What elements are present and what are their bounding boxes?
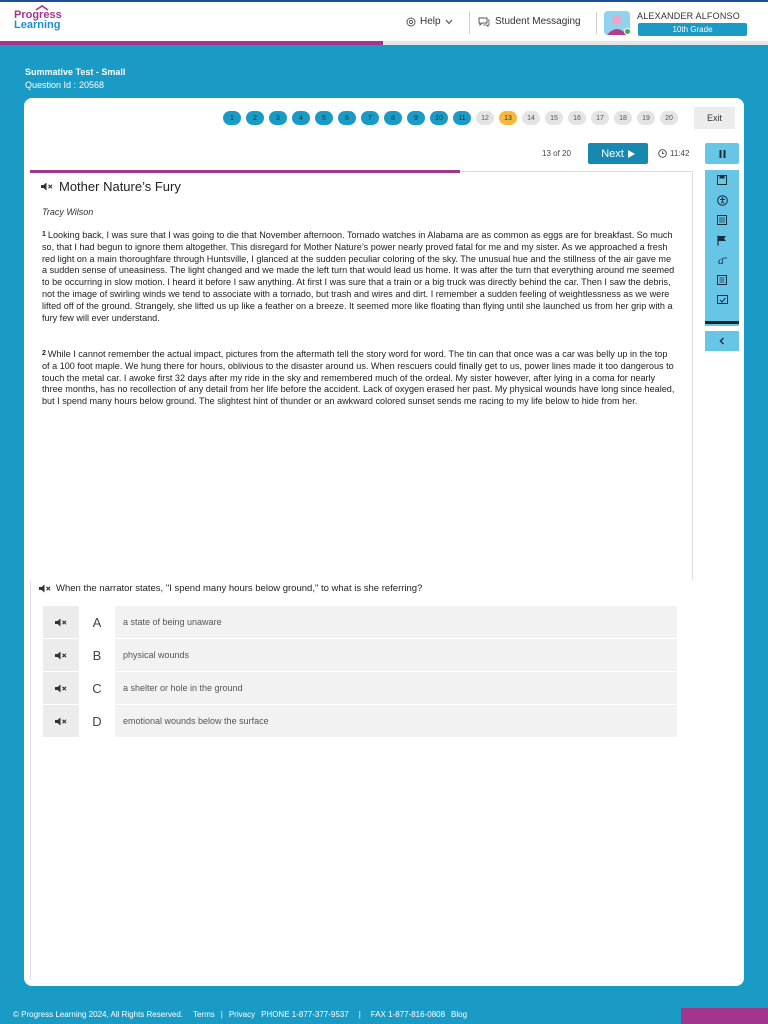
collapse-tools-button[interactable] bbox=[705, 331, 739, 351]
toolbar-scroll-indicator bbox=[705, 321, 739, 324]
text-style-tool[interactable] bbox=[716, 254, 728, 266]
pause-button[interactable] bbox=[705, 143, 739, 164]
test-title: Summative Test - Small bbox=[25, 67, 126, 77]
passage-paragraph bbox=[42, 348, 677, 408]
top-header bbox=[0, 0, 768, 42]
question-row bbox=[39, 583, 422, 594]
next-label: Next bbox=[601, 147, 624, 160]
answer-audio-button[interactable] bbox=[43, 705, 79, 737]
exit-button[interactable]: Exit bbox=[694, 107, 735, 129]
question-text: When the narrator states, "I spend many hours below ground," to what is she referring? bbox=[56, 583, 423, 594]
student-messaging-label: Student Messaging bbox=[495, 16, 581, 27]
grade-badge: 10th Grade bbox=[638, 23, 747, 36]
play-arrow-icon bbox=[628, 150, 635, 158]
answer-text: a shelter or hole in the ground bbox=[123, 683, 243, 693]
header-progress-bar bbox=[0, 41, 383, 45]
answer-letter: A bbox=[79, 606, 115, 638]
question-nav-7[interactable]: 7 bbox=[361, 111, 379, 125]
speaker-mute-icon[interactable] bbox=[39, 584, 51, 593]
footer-separator: | bbox=[358, 1010, 361, 1019]
answer-text: a state of being unaware bbox=[123, 617, 222, 627]
question-nav-13[interactable]: 13 bbox=[499, 111, 517, 125]
help-menu[interactable] bbox=[406, 16, 453, 27]
passage-paragraph bbox=[42, 229, 677, 324]
footer-privacy-link[interactable]: Privacy bbox=[228, 1010, 256, 1019]
save-icon bbox=[717, 175, 727, 185]
logo-mark-icon bbox=[35, 5, 49, 11]
passage-scroll-progress bbox=[30, 170, 460, 173]
chevron-down-icon bbox=[445, 19, 453, 25]
question-nav-11[interactable]: 11 bbox=[453, 111, 471, 125]
chevron-left-icon bbox=[719, 337, 725, 345]
answer-audio-button[interactable] bbox=[43, 672, 79, 704]
answer-option-c[interactable] bbox=[43, 672, 677, 704]
question-nav-9[interactable]: 9 bbox=[407, 111, 425, 125]
footer bbox=[13, 1010, 467, 1019]
question-id-label: Question Id : bbox=[25, 80, 77, 90]
online-status-dot bbox=[624, 28, 631, 35]
header-divider bbox=[469, 12, 470, 34]
save-tool[interactable] bbox=[716, 174, 728, 186]
question-nav-18[interactable]: 18 bbox=[614, 111, 632, 125]
notepad-icon bbox=[717, 215, 727, 225]
header-divider bbox=[596, 12, 597, 34]
footer-separator: | bbox=[220, 1010, 223, 1019]
flag-tool[interactable] bbox=[716, 234, 728, 246]
calculator-tool[interactable] bbox=[716, 274, 728, 286]
note-add-icon bbox=[717, 295, 728, 305]
calculator-icon bbox=[717, 275, 727, 285]
answer-option-b[interactable] bbox=[43, 639, 677, 671]
question-id bbox=[25, 80, 104, 90]
tool-sidebar bbox=[705, 170, 739, 326]
question-nav-8[interactable]: 8 bbox=[384, 111, 402, 125]
help-label: Help bbox=[420, 16, 441, 27]
user-name[interactable]: ALEXANDER ALFONSO bbox=[637, 11, 740, 21]
passage-title-row bbox=[41, 179, 181, 194]
text-style-icon bbox=[717, 255, 728, 266]
logo-line-2: Learning bbox=[14, 19, 61, 31]
notepad-tool[interactable] bbox=[716, 214, 728, 226]
speaker-mute-icon bbox=[55, 717, 67, 726]
footer-terms-link[interactable]: Terms bbox=[192, 1010, 215, 1019]
answer-letter: B bbox=[79, 639, 115, 671]
question-nav-5[interactable]: 5 bbox=[315, 111, 333, 125]
svg-text:a: a bbox=[717, 255, 724, 266]
question-navigator bbox=[223, 111, 678, 125]
logo-line-1: Progress bbox=[14, 9, 62, 21]
progress-learning-logo[interactable] bbox=[14, 10, 62, 30]
question-counter: 13 of 20 bbox=[542, 149, 571, 158]
question-nav-19[interactable]: 19 bbox=[637, 111, 655, 125]
footer-phone: PHONE 1-877-377-9537 bbox=[261, 1010, 349, 1019]
speaker-mute-icon bbox=[55, 618, 67, 627]
answer-option-a[interactable] bbox=[43, 606, 677, 638]
flag-icon bbox=[717, 235, 727, 246]
timer bbox=[658, 149, 689, 158]
question-nav-10[interactable]: 10 bbox=[430, 111, 448, 125]
question-nav-4[interactable]: 4 bbox=[292, 111, 310, 125]
footer-fax: FAX 1-877-816-0808 bbox=[370, 1010, 446, 1019]
question-nav-12[interactable]: 12 bbox=[476, 111, 494, 125]
speaker-mute-icon bbox=[55, 651, 67, 660]
passage-author: Tracy Wilson bbox=[42, 207, 94, 217]
passage-title: Mother Nature’s Fury bbox=[59, 179, 181, 194]
passage-right-border bbox=[692, 172, 693, 580]
answer-choices bbox=[43, 606, 677, 738]
chat-icon bbox=[478, 17, 490, 27]
pause-icon bbox=[719, 150, 726, 158]
footer-accent-bar bbox=[681, 1008, 768, 1024]
note-add-tool[interactable] bbox=[716, 294, 728, 306]
question-nav-6[interactable]: 6 bbox=[338, 111, 356, 125]
question-nav-14[interactable]: 14 bbox=[522, 111, 540, 125]
question-nav-17[interactable]: 17 bbox=[591, 111, 609, 125]
answer-audio-button[interactable] bbox=[43, 639, 79, 671]
clock-icon bbox=[658, 149, 667, 158]
question-nav-3[interactable]: 3 bbox=[269, 111, 287, 125]
student-messaging-button[interactable] bbox=[478, 16, 581, 27]
answer-audio-button[interactable] bbox=[43, 606, 79, 638]
paragraph-number: 1 bbox=[42, 231, 46, 238]
paragraph-text: While I cannot remember the actual impact, pictures from the aftermath tell the story word for word. The tin can that once was a car was belly up in the top of a 100 foot maple. We hung there for hours, oblivious to the disaster around us. When rescuers could finally get to us, power lines made it too dangerous to touch the metal car. I awoke first 32 days after my ride in the sky and remembered much of the ordeal. My sister however, after lying in a coma for nearly three months, has no recollection of any detail from her life before the accident. Lack of oxygen erased her past. My physical wounds have long since healed, but I spend many hours below ground. The slightest hint of thunder or an awkward colored sunset sends me racing to my life below to hide from her. bbox=[42, 349, 675, 407]
question-nav-15[interactable]: 15 bbox=[545, 111, 563, 125]
timer-value: 11:42 bbox=[670, 149, 690, 158]
answer-letter: D bbox=[79, 705, 115, 737]
paragraph-number: 2 bbox=[42, 350, 46, 357]
question-nav-20[interactable]: 20 bbox=[660, 111, 678, 125]
footer-copyright: © Progress Learning 2024, All Rights Reserved. bbox=[13, 1010, 183, 1019]
answer-text: emotional wounds below the surface bbox=[123, 716, 269, 726]
answer-option-d[interactable] bbox=[43, 705, 677, 737]
answer-text: physical wounds bbox=[123, 650, 190, 660]
paragraph-text: Looking back, I was sure that I was going to die that November afternoon. Tornado watches in Alabama are as common as eggs are for breakfast. So much so, that I had begun to ignore them altogether. This disregard for Mother Nature’s power nearly proved fatal for me and my sister. As we approached a fresh red light on a main thoroughfare through Huntsville, I glanced at the sudden peculiar coloring of the sky. The unusual hue and the stillness of the air gave me a sudden sense of uneasiness. The light changed and we made the left turn that would lead us home. It was after the turn that everything around me seemed to be occurring in slow motion. I heard it before I saw anything. At first I was sure that a train or a big truck was directly behind the car. Then I saw the debris, not the image of swirling winds we tend to associate with a tornado, but trash and wires and dirt. I remember a sudden feeling of weightlessness as we were lifted off of the ground. Strangely, she lifted us up like a feather on a breeze. It seemed more like floating than flying until she launched us from her grip with a fury few will ever understand. bbox=[42, 230, 675, 323]
lifebuoy-icon bbox=[406, 17, 416, 27]
question-nav-16[interactable]: 16 bbox=[568, 111, 586, 125]
answer-area-left-border bbox=[30, 580, 31, 980]
accessibility-icon bbox=[717, 195, 728, 206]
next-button[interactable] bbox=[588, 143, 648, 164]
question-nav-2[interactable]: 2 bbox=[246, 111, 264, 125]
question-id-value: 20568 bbox=[79, 80, 105, 90]
accessibility-tool[interactable] bbox=[716, 194, 728, 206]
speaker-mute-icon bbox=[55, 684, 67, 693]
footer-blog-link[interactable]: Blog bbox=[451, 1010, 468, 1019]
answer-letter: C bbox=[79, 672, 115, 704]
speaker-mute-icon[interactable] bbox=[41, 182, 53, 191]
question-nav-1[interactable]: 1 bbox=[223, 111, 241, 125]
